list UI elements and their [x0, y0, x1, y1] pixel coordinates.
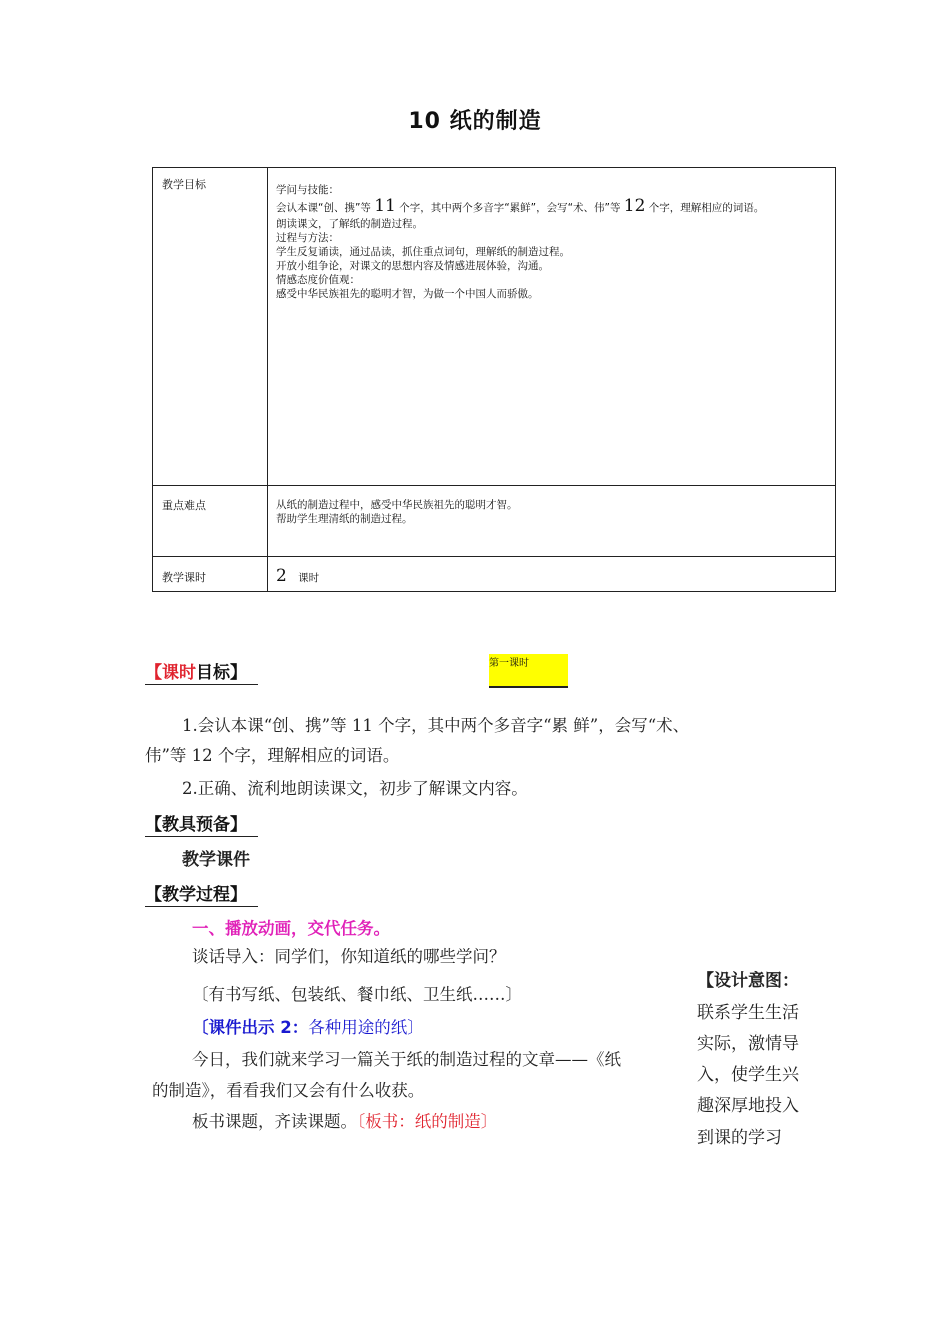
design-intent-line: 趣深厚地投入 [697, 1096, 799, 1116]
goal-line: 1.会认本课“创、携”等 11 个字，其中两个多音字“累 鲜”，会写“术、 [182, 716, 690, 735]
step1-courseware: 〔课件出示 2：各种用途的纸〕 [192, 1018, 424, 1037]
goals-line: 情感态度价值观： [276, 274, 360, 286]
document-title: 10 纸的制造 [408, 109, 542, 134]
design-intent-line: 到课的学习 [697, 1128, 782, 1148]
section-label-tools: 【教具预备】 [145, 810, 258, 837]
keypoints-content [268, 486, 836, 557]
table-row [153, 486, 836, 557]
design-intent-heading: 【设计意图： [697, 971, 799, 991]
goals-line: 朗读课文，了解纸的制造过程。 [276, 218, 423, 230]
step1-text: 的制造》，看看我们又会有什么收获。 [152, 1081, 425, 1100]
goals-line: 过程与方法： [276, 232, 339, 244]
goals-line: 学问与技能： [276, 184, 339, 196]
keypoints-line: 帮助学生理清纸的制造过程。 [276, 513, 413, 525]
goal-line: 伟”等 12 个字，理解相应的词语。 [145, 746, 400, 765]
design-intent-line: 联系学生生活 [697, 1003, 799, 1023]
design-intent-line: 入，使学生兴 [697, 1065, 799, 1085]
hours-content [268, 557, 836, 592]
goal-line: 2.正确、流利地朗读课文，初步了解课文内容。 [182, 779, 528, 798]
step1-answer: 〔有书写纸、包装纸、餐巾纸、卫生纸……〕 [192, 985, 522, 1004]
step1-heading: 一、播放动画，交代任务。 [192, 919, 390, 938]
lesson-tag: 第一课时 [489, 654, 568, 688]
table-row [153, 557, 836, 592]
section-label-process: 【教学过程】 [145, 880, 258, 907]
step1-board: 板书课题，齐读课题。〔板书：纸的制造〕 [192, 1112, 498, 1131]
design-intent-line: 实际，激情导 [697, 1034, 799, 1054]
row-label-goals: 教学目标 [153, 168, 268, 486]
lesson-plan-table [152, 167, 836, 592]
goals-line: 会认本课“创、携”等 11 个字，其中两个多音字“累鲜”，会写“术、伟”等 12 个字，理解相应的词语。 [276, 196, 765, 216]
goals-line: 学生反复诵读，通过品读，抓住重点词句，理解纸的制造过程。 [276, 246, 570, 258]
goals-content [268, 168, 836, 486]
section-label-lesson-goals: 【课时目标】 [145, 658, 258, 685]
tools-item: 教学课件 [182, 850, 250, 870]
keypoints-line: 从纸的制造过程中，感受中华民族祖先的聪明才智。 [276, 499, 518, 511]
hours-unit: 课时 [298, 572, 320, 584]
step1-intro: 谈话导入：同学们，你知道纸的哪些学问？ [192, 947, 506, 966]
hours-value: 2 [276, 566, 287, 586]
row-label-hours: 教学课时 [153, 557, 268, 592]
step1-text: 今日，我们就来学习一篇关于纸的制造过程的文章——《纸 [192, 1050, 621, 1069]
row-label-keypoints: 重点难点 [153, 486, 268, 557]
table-row [153, 168, 836, 486]
goals-line: 开放小组争论，对课文的思想内容及情感进展体验，沟通。 [276, 260, 549, 272]
goals-line: 感受中华民族祖先的聪明才智，为做一个中国人而骄傲。 [276, 288, 539, 300]
